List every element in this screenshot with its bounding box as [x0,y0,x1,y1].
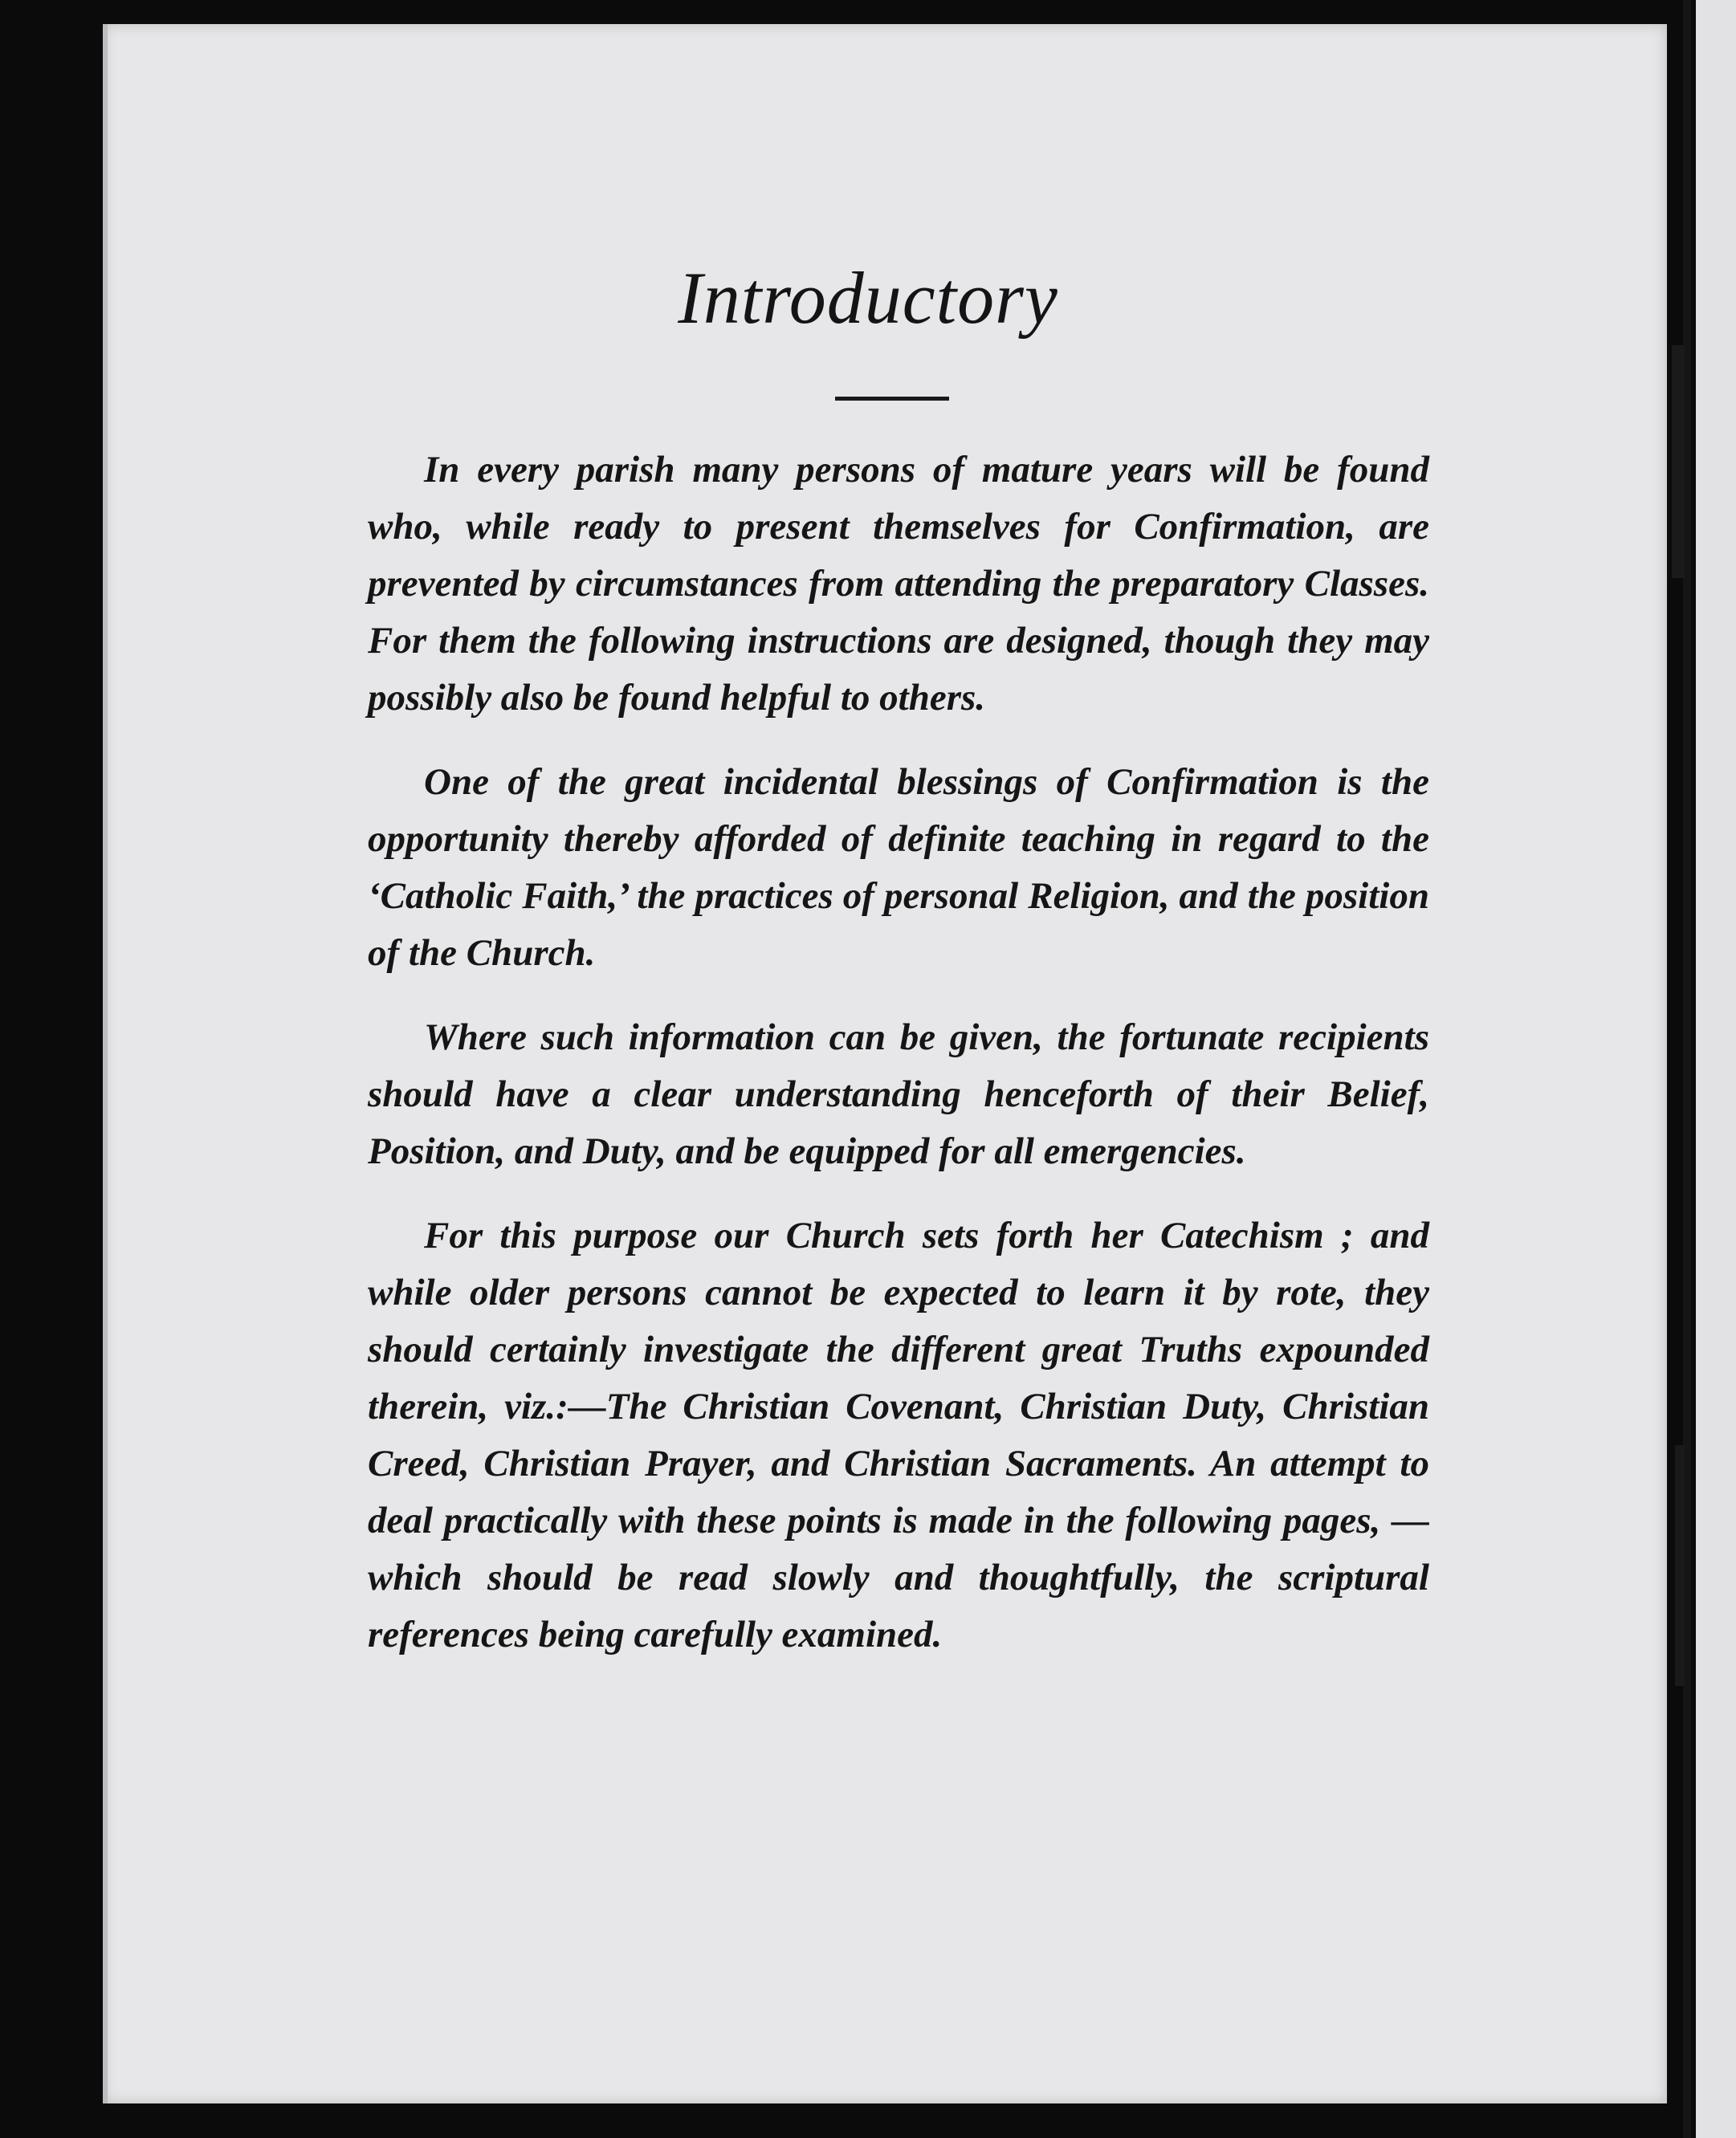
paragraph: Where such information can be given, the fortunate recipients should have a clear understanding henceforth of their Belief, Position, and Duty, and be equipped for all emergencies. [368,1016,1429,1172]
paragraph: In every parish many persons of mature years will be found who, while ready to present themselves for Confirmation, are prevented by circumstances from attending the preparatory Classes. For them the following instructions are designed, though they may possibly also be found helpful to others. [368,449,1429,719]
body-text [368,442,1429,1691]
paragraph: For this purpose our Church sets forth her Catechism ; and while older persons cannot be expected to learn it by rote, they should certainly investigate the different great Truths expounded therein, viz.:—The Christian Covenant, Christian Duty, Christian Creed, Christian Prayer, and Christian Sacraments. An attempt to deal practically with these points is made in the following pages, —which should be read slowly and thoughtfully, the scriptural references being carefully examined. [368,1215,1429,1655]
gutter-shadow-mark [1672,345,1685,578]
paragraph: One of the great incidental blessings of Confirmation is the opportunity thereby afforded of definite teaching in regard to the ‘Catholic Faith,’ the practices of personal Religion, and the position of the Church. [368,761,1429,974]
page-title: Introductory [678,257,1058,339]
gutter-shadow-mark [1675,1445,1685,1686]
title-rule [835,397,949,401]
